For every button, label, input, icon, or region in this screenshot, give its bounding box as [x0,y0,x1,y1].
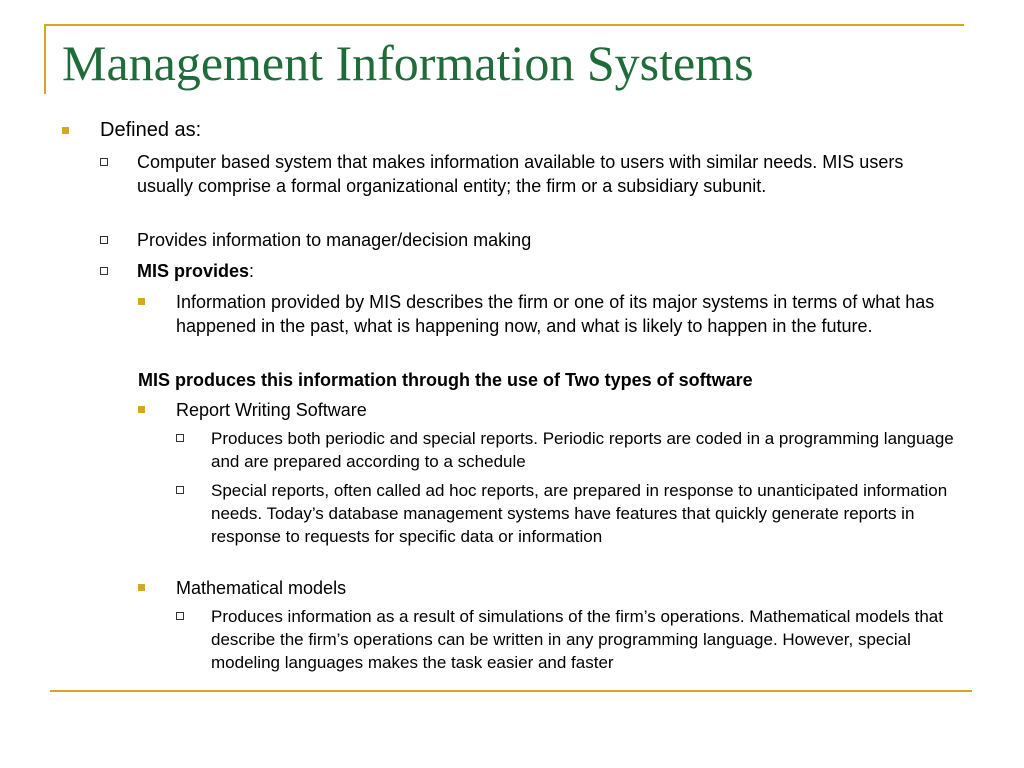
hollow-square-bullet-icon [176,486,184,494]
hollow-square-bullet-icon [100,236,108,244]
bullet-computer-based [100,150,950,198]
colon-text: : [249,261,255,281]
bullet-simulations [176,605,966,674]
slide-title: Management Information Systems [62,35,754,91]
square-bullet-icon [62,127,69,134]
bullet-defined-as [62,118,942,142]
bullet-text: Computer based system that makes information available to users with similar needs. MIS users usually comprise a formal organizational entity; the firm or a subsidiary subunit. [137,152,904,196]
square-bullet-icon [138,406,145,413]
bullet-math-models [138,576,958,600]
hollow-square-bullet-icon [176,434,184,442]
bullet-text: Defined as: [100,119,202,141]
top-border-line [44,24,964,26]
bullet-periodic-reports [176,427,966,473]
bullet-text: Report Writing Software [176,400,367,420]
bottom-border-line [50,690,972,692]
bullet-info-provided [138,290,958,338]
hollow-square-bullet-icon [176,612,184,620]
mis-produces-line [138,368,958,392]
bullet-text: Mathematical models [176,578,347,598]
bullet-provides-info [100,228,950,252]
bullet-text: Information provided by MIS describes the firm or one of its major systems in terms of what has happened in the past, what is happening now, and what is likely to happen in the future. [176,292,935,336]
bullet-text: Produces both periodic and special reports. Periodic reports are coded in a programming language and are prepared according to a schedule [211,429,954,471]
bullet-text [137,259,950,283]
square-bullet-icon [138,298,145,305]
left-border-line [44,24,46,94]
bullet-mis-provides [100,259,950,283]
bullet-report-writing [138,398,958,422]
bullet-text: Provides information to manager/decision making [137,230,532,250]
square-bullet-icon [138,584,145,591]
hollow-square-bullet-icon [100,267,108,275]
bullet-special-reports [176,479,966,548]
bullet-text: MIS produces this information through the use of Two types of software [138,370,753,390]
bullet-text: Special reports, often called ad hoc reports, are prepared in response to unanticipated information needs. Today’s database management systems have features that quickly generate reports in response to requests for specific data or information [211,481,948,546]
bullet-text: Produces information as a result of simulations of the firm’s operations. Mathematical models that describe the firm’s operations can be written in any programming language. However, special modeling languages makes the task easier and faster [211,607,943,672]
hollow-square-bullet-icon [100,158,108,166]
bold-text: MIS provides [137,261,250,281]
